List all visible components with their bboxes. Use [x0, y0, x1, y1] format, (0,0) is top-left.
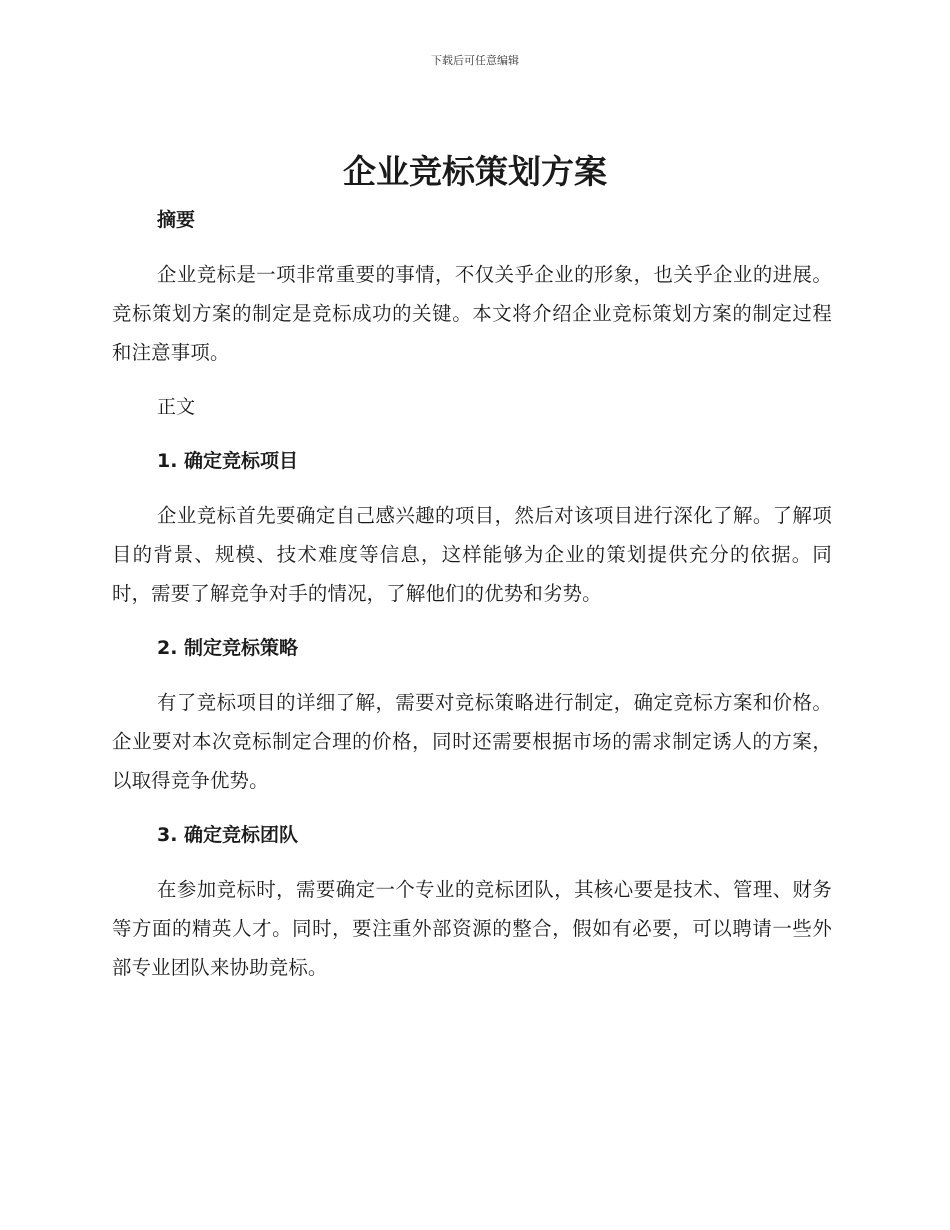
document-title: 企业竞标策划方案 — [343, 152, 607, 191]
section-heading-1: 1. 确定竞标项目 — [157, 450, 299, 472]
header-note: 下载后可任意编辑 — [431, 54, 519, 67]
section-paragraph-3: 在参加竞标时，需要确定一个专业的竞标团队，其核心要是技术、管理、财务等方面的精英人才。同时，要注重外部资源的整合，假如有必要，可以聘请一些外部专业团队来协助竞标。 — [112, 878, 832, 979]
section-heading-abstract: 摘要 — [157, 209, 196, 231]
section-paragraph-1: 企业竞标首先要确定自己感兴趣的项目，然后对该项目进行深化了解。了解项目的背景、规模、技术难度等信息，这样能够为企业的策划提供充分的依据。同时，需要了解竞争对手的情况，了解他们的优势和劣势。 — [112, 504, 832, 605]
section-heading-2: 2. 制定竞标策略 — [157, 637, 299, 659]
document-body — [112, 201, 832, 987]
section-heading-3: 3. 确定竞标团队 — [157, 824, 299, 846]
section-paragraph-abstract: 企业竞标是一项非常重要的事情，不仅关乎企业的形象，也关乎企业的进展。竞标策划方案的制定是竞标成功的关键。本文将介绍企业竞标策划方案的制定过程和注意事项。 — [112, 263, 832, 364]
section-paragraph-2: 有了竞标项目的详细了解，需要对竞标策略进行制定，确定竞标方案和价格。企业要对本次竞标制定合理的价格，同时还需要根据市场的需求制定诱人的方案，以取得竞争优势。 — [112, 691, 832, 792]
section-heading-body: 正文 — [157, 396, 196, 418]
